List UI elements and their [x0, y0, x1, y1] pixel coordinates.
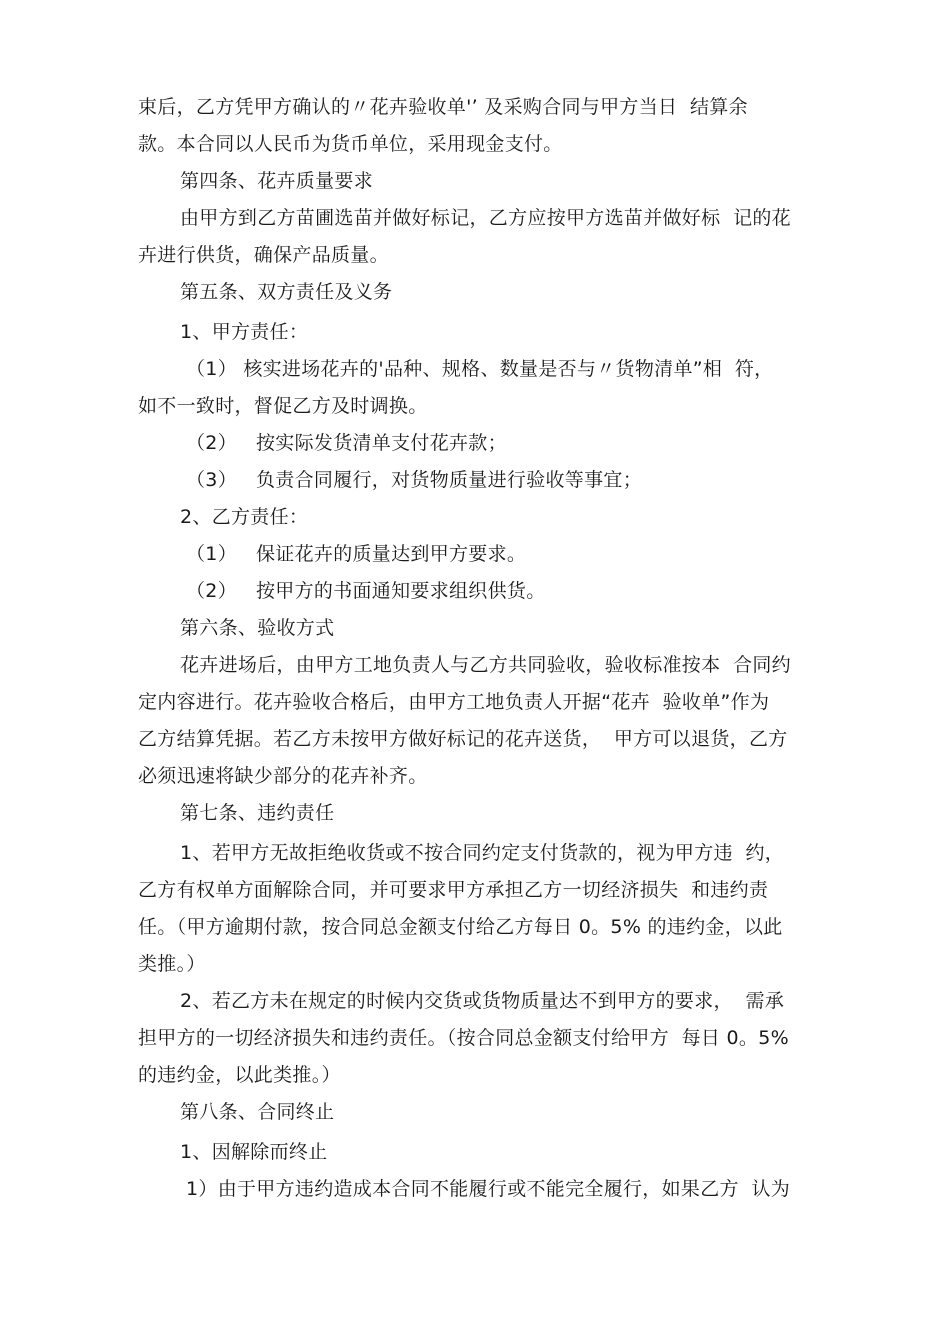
text-line: 任。（甲方逾期付款，按合同总金额支付给乙方每日 0。5% 的违约金，以此 — [138, 916, 783, 938]
text-line: 卉进行供货，确保产品质量。 — [138, 244, 389, 266]
text-line: 1、因解除而终止 — [180, 1141, 328, 1163]
text-line: （1） 核实进场花卉的'品种、规格、数量是否与〃货物清单”相 符， — [186, 358, 774, 380]
text-line: 束后，乙方凭甲方确认的〃花卉验收单'’ 及采购合同与甲方当日 结算余 — [138, 96, 748, 118]
text-line: 乙方结算凭据。若乙方未按甲方做好标记的花卉送货， 甲方可以退货，乙方 — [138, 728, 788, 750]
text-line: 乙方有权单方面解除合同，并可要求甲方承担乙方一切经济损失 和违约责 — [138, 879, 769, 901]
section-heading: 第五条、双方责任及义务 — [180, 281, 393, 303]
text-line: 担甲方的一切经济损失和违约责任。（按合同总金额支付给甲方 每日 0。5% — [138, 1027, 789, 1049]
text-line: 款。本合同以人民币为货币单位，采用现金支付。 — [138, 133, 563, 155]
text-line: 1）由于甲方违约造成本合同不能履行或不能完全履行，如果乙方 认为 — [186, 1178, 791, 1200]
text-line: 2、若乙方未在规定的时候内交货或货物质量达不到甲方的要求， 需承 — [180, 990, 785, 1012]
text-line: 由甲方到乙方苗圃选苗并做好标记，乙方应按甲方选苗并做好标 记的花 — [180, 207, 791, 229]
text-line: （1） 保证花卉的质量达到甲方要求。 — [186, 543, 527, 565]
text-line: 必须迅速将缺少部分的花卉补齐。 — [138, 765, 428, 787]
text-line: （2） 按甲方的书面通知要求组织供货。 — [186, 580, 546, 602]
text-line: （3） 负责合同履行，对货物质量进行验收等事宜； — [186, 469, 643, 491]
text-line: 花卉进场后，由甲方工地负责人与乙方共同验收，验收标准按本 合同约 — [180, 654, 791, 676]
section-heading: 第七条、违约责任 — [180, 802, 335, 824]
text-line: 的违约金，以此类推。） — [138, 1064, 341, 1086]
text-line: 定内容进行。花卉验收合格后，由甲方工地负责人开据“花卉 验收单”作为 — [138, 691, 770, 713]
text-line: 如不一致时，督促乙方及时调换。 — [138, 395, 428, 417]
section-heading: 第八条、合同终止 — [180, 1101, 335, 1123]
text-line: 1、甲方责任： — [180, 321, 309, 343]
text-line: 1、若甲方无故拒绝收货或不按合同约定支付货款的，视为甲方违 约， — [180, 842, 785, 864]
text-line: 类推。） — [138, 953, 206, 975]
text-line: （2） 按实际发货清单支付花卉款； — [186, 432, 507, 454]
section-heading: 第四条、花卉质量要求 — [180, 170, 374, 192]
text-line: 2、乙方责任： — [180, 506, 309, 528]
section-heading: 第六条、验收方式 — [180, 617, 335, 639]
